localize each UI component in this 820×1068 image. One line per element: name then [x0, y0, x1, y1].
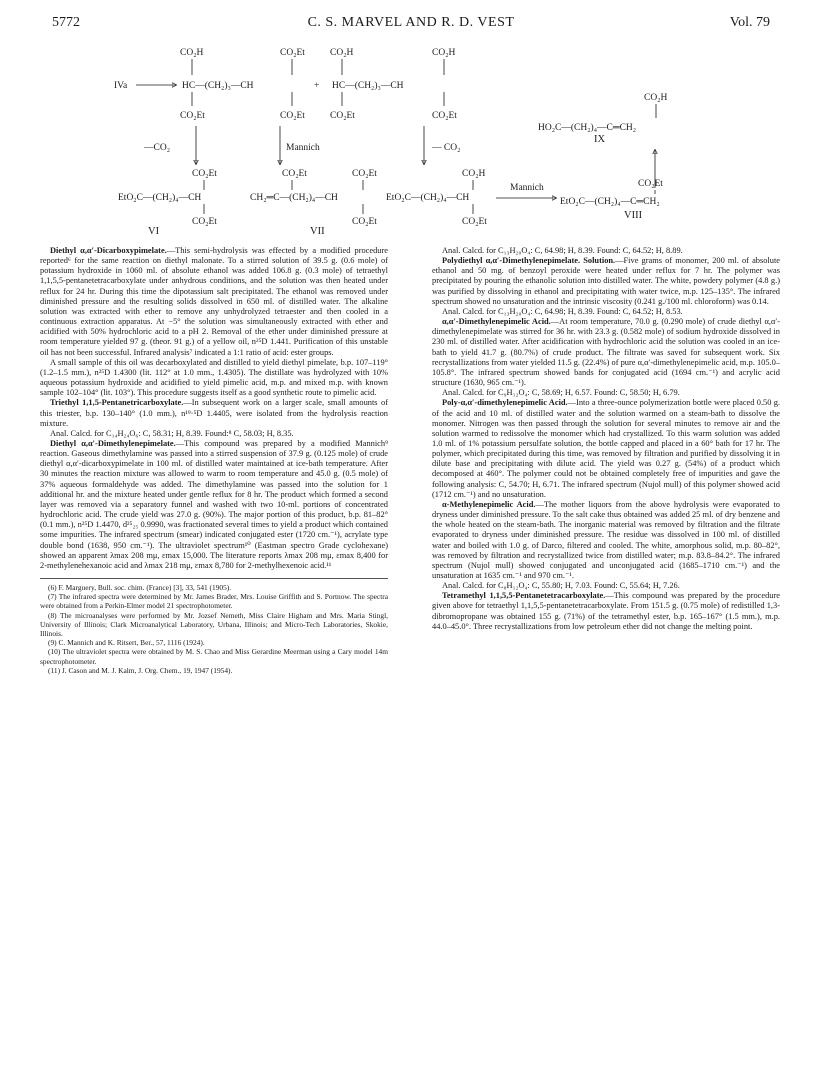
- scheme-plus-sign: +: [314, 81, 320, 91]
- footnote: (7) The infrared spectra were determined by Mr. James Brader, Mrs. Louise Griffith and S. Portnow. The spectra were obtained from a Perkin-Elmer model 21 spectrophotometer.: [40, 592, 388, 611]
- right-paragraph: [432, 591, 780, 632]
- reaction-scheme: [52, 38, 782, 236]
- paragraph-text: A small sample of this oil was decarboxylated and distilled to yield diethyl pimelate, b.p. 107–119° (1.2–1.5 mm.), n²⁵D 1.4300 (lit. 112° at 1.0 mm., 1.4305). The distillate was hydrolyzed with 10% aqueous potassium hydroxide and acidified to yield pimelic acid, m.p. and mixed m.p. with known sample 102–104° (lit. 103°). This procedure suggests itself as a good synthetic route to pimelic acid.: [40, 357, 388, 398]
- scheme-viii-main: EtO₂C—(CH₂)₄—C═CH₂: [560, 197, 660, 207]
- paragraph-text: —At room temperature, 70.0 g. (0.290 mole) of crude diethyl α,α′-dimethylenepimelate was stirred for 36 hr. with 23.3 g. (0.582 mole) of sodium hydroxide dissolved in 230 ml. of distilled water. After acidification with hydrochloric acid the solution was cooled in an ice-bath to yield 41.7 g. (80.7%) of crude product. The filtrate was saved for subsequent work. Six recrystallizations from water yielded 11.5 g. (22.4%) of pure α,α′-dimethylenepimelic acid, m.p. 105.0–105.8°. The infrared spectrum showed bands for conjugated acid (1694 cm.⁻¹) and acrylic acid structure (1630, 965 cm.⁻¹).: [432, 317, 781, 388]
- paragraph-text: —This compound was prepared by the procedure given above for tetraethyl 1,1,5,5-pentanetetracarboxylate. From 151.5 g. (0.75 mole) of redistilled 1,3-dibromopropane was obtained 155 g. (71%) of the tetramethyl ester, b.p. 165–167° (1.5 mm.), m.p. 44.0–45.0°. Three recrystallizations from low petroleum ether did not change the melting point.: [432, 591, 780, 631]
- left-paragraph: [40, 398, 388, 428]
- paragraph-text: —Into a three-ounce polymerization bottle were placed 0.50 g. of the acid and 10 ml. of distilled water and the solution warmed on a steam-bath to dissolve the monomer. Nitrogen was then passed through the solution for several minutes to remove air and the solution warmed to redissolve the monomer which had crystallized. To this warm solution was added 1.0 ml. of 1% potassium persulfate solution, the bottle capped and placed in a 60° bath for 17 hr. The polymer, which precipitated during this time, was removed by filtration and purified by dissolving it in dilute base and precipitating with dilute acid. The yield was 0.27 g. (54%) of a product which decomposed at 460°. The polymer could not be obtained completely free of impurities and gave the following analysis: C, 54.70; H, 6.71. The infrared spectrum (Nujol mull) of this polymer showed acid (1712 cm.⁻¹) and no unsaturation.: [432, 398, 780, 499]
- footnote: (11) J. Cason and M. J. Kalm, J. Org. Chem., 19, 1947 (1954).: [48, 665, 233, 675]
- scheme-vii-up2: CO₂Et: [352, 169, 377, 179]
- scheme-vi-label: VI: [148, 226, 160, 236]
- scheme-vi-down: CO₂Et: [192, 217, 217, 227]
- scheme-top-b-down2: CO₂Et: [432, 111, 457, 121]
- paragraph-text: Anal. Calcd. for C₁₃H₂₀O₄: C, 64.98; H, 8.39. Found: C, 64.52; H, 8.53.: [442, 306, 683, 316]
- paragraph-text: —This compound was prepared by a modified Mannich⁹ reaction. Gaseous dimethylamine was passed into a stirred suspension of 37.9 g. (0.125 mole) of crude diethyl α,α′-dicarboxypimelate in 100 ml. of distilled water maintained at ice-bath temperature. After 30 minutes the reaction mixture was allowed to warm to room temperature and 45.0 g. (0.5 mole) of 37% aqueous formaldehyde was added. The dimethylamine was passed into the solution for 1 additional hr. and the mixture heated under gentle reflux for 8 hr. The product which formed a second layer was removed via a separatory funnel and washed with two 10-ml. portions of concentrated hydrochloric acid. The crude yield was 27.0 g. (90%). The major portion of this product, b.p. 81–82° (0.1 mm.), n²⁵D 1.4470, d²⁵₂₅ 0.9990, was fractionated several times to yield a product which contained some impurities. The infrared spectrum (smear) indicated conjugated ester (1720 cm.⁻¹), acrylate type double bond (1638, 950 cm.⁻¹). The ultraviolet spectrum¹⁰ (Eastman spectro Grade cyclohexane) showed an apparent λmax 208 mμ, εmax 15,000. The literature reports λmax 208 mμ, εmax 8,400 for 2-methylenehexanoic acid and λmax 218 mμ, εmax 8,780 for 2-methylhexenoic acid.¹¹: [40, 438, 388, 570]
- left-paragraph: [40, 246, 388, 358]
- paragraph-text: Anal. Calcd. for C₁₄H₂₄O₆: C, 58.31; H, 8.39. Found:⁸ C, 58.03; H, 8.35.: [50, 428, 294, 438]
- right-paragraph: [432, 388, 780, 398]
- right-paragraph: [432, 500, 780, 581]
- scheme-top-b-main: HC—(CH₂)₃—CH: [332, 81, 404, 91]
- footnote: (9) C. Mannich and K. Ritsert, Ber., 57, 1116 (1924).: [48, 638, 205, 648]
- section-heading: Tetramethyl 1,1,5,5-Pentanetetracarboxylate.: [442, 591, 606, 601]
- scheme-vi-up: CO₂Et: [192, 169, 217, 179]
- section-heading: Diethyl α,α′-Dicarboxypimelate.: [50, 246, 167, 255]
- scheme-vii-up1: CO₂Et: [282, 169, 307, 179]
- scheme-c3-main: EtO₂C—(CH₂)₄—CH: [386, 193, 470, 203]
- footnotes: [40, 578, 388, 675]
- scheme-top-b-up1: CO₂H: [330, 48, 354, 58]
- right-paragraph: [432, 307, 780, 317]
- scheme-ix-up: CO₂H: [644, 93, 668, 103]
- right-paragraph: [432, 317, 780, 388]
- scheme-start-label: IVa: [114, 81, 128, 91]
- scheme-vii-label: VII: [310, 226, 325, 236]
- scheme-top-b-down1: CO₂Et: [330, 111, 355, 121]
- right-column: [432, 246, 780, 632]
- left-paragraph: [40, 429, 388, 439]
- footnote: (8) The microanalyses were performed by Mr. Jozsef Nemeth, Miss Claire Higham and Mrs. Maria Stingl, University of Illinois; Clark Microanalytical Laboratory, Urbana, Illinois; and Micro-Tech Laboratories, Skokie, Illinois.: [40, 610, 388, 639]
- paragraph-text: —This semi-hydrolysis was effected by a modified procedure reported⁶ for the same reaction on diethyl malonate. To a stirred solution of 39.5 g. (0.6 mole) of potassium hydroxide in 1060 ml. of absolute ethanol was added 106.8 g. (0.3 mole) of tetraethyl 1,1,5,5-pentanetetracarboxylate under anhydrous conditions, and the solution was then heated under reflux for 24 hr. During this time the dipotassium salt precipitated. The ethanol was removed under diminished pressure and the resulting solids dissolved in 650 ml. of distilled water. The alkaline solution was extracted with ether to remove any unhydrolyzed tetraester and then cooled in a continuous extraction apparatus. At −5° the solution was simultaneously extracted with ether and acidified with 50% hydrochloric acid to a pH 2. Removal of the ether under diminished pressure at room temperature yielded 97 g. (theor. 91 g.) of a yellow oil, n²⁵D 1.441. Purification of this unstable oil has not been successful. Infrared analysis⁷ indicated a 1:1 ratio of acid: ester groups.: [40, 246, 388, 357]
- right-paragraph: [432, 581, 780, 591]
- scheme-c3-up: CO₂H: [462, 169, 486, 179]
- section-heading: α-Methylenepimelic Acid.: [442, 499, 536, 509]
- scheme-top-a-main: HC—(CH₂)₃—CH: [182, 81, 254, 91]
- scheme-top-a-up1: CO₂H: [180, 48, 204, 58]
- scheme-viii-up: CO₂Et: [638, 179, 663, 189]
- right-paragraph: [432, 246, 780, 256]
- scheme-top-a-down2: CO₂Et: [280, 111, 305, 121]
- section-heading: Diethyl α,α′-Dimethylenepimelate.: [50, 438, 176, 448]
- section-heading: Poly-α,α′-dimethylenepimelic Acid.: [442, 398, 568, 408]
- scheme-top-b-up2: CO₂H: [432, 48, 456, 58]
- paragraph-text: Anal. Calcd. for C₉H₁₂O₄: C, 58.69; H, 6.57. Found: C, 58.50; H, 6.79.: [442, 388, 680, 398]
- scheme-vi-main: EtO₂C—(CH₂)₄—CH: [118, 193, 202, 203]
- scheme-c3-down: CO₂Et: [462, 217, 487, 227]
- scheme-vii-main: CH₂═C—(CH₂)₄—CH: [250, 193, 338, 203]
- paragraph-text: Anal. Calcd. for C₁₃H₂₀O₄: C, 64.98; H, 8.39. Found: C, 64.52; H, 8.89.: [442, 246, 683, 255]
- scheme-top-a-down1: CO₂Et: [180, 111, 205, 121]
- scheme-mannich-label: Mannich: [510, 183, 544, 193]
- scheme-top-a-up2: CO₂Et: [280, 48, 305, 58]
- section-heading: α,α′-Dimethylenepimelic Acid.: [442, 317, 551, 327]
- paragraph-text: —In subsequent work on a larger scale, small amounts of this triester, b.p. 130–140° (1.0 mm.), n¹⁹·⁵D 1.4405, were isolated from the hydrolysis reaction mixture.: [40, 398, 388, 428]
- running-authors: C. S. MARVEL AND R. D. VEST: [307, 15, 515, 30]
- scheme-arrow-left-label: —CO₂: [144, 143, 171, 153]
- footnote: (6) F. Marguery, Bull. soc. chim. (France) [3], 33, 541 (1905).: [48, 583, 232, 592]
- volume-label: Vol. 79: [729, 15, 770, 30]
- scheme-arrow-mid-label: Mannich: [286, 143, 320, 153]
- scheme-vii-down: CO₂Et: [352, 217, 377, 227]
- scheme-arrow-right-label: — CO₂: [432, 143, 461, 153]
- footnote: (10) The ultraviolet spectra were obtained by M. S. Chao and Miss Gerardine Meerman using a Cary model 14m spectrophotometer.: [40, 647, 388, 666]
- scheme-viii-label: VIII: [624, 210, 643, 221]
- paragraph-text: —The mother liquors from the above hydrolysis were evaporated to dryness under diminished pressure. To the salt cake thus obtained was added 25 ml. of dry benzene and the whole heated on the steam-bath. The inorganic material was removed by filtration and the filtrate evaporated to dryness under diminished pressure. The residue was dissolved in 100 ml. of distilled water and boiled with 1.0 g. of Darco, filtered and cooled. The white, amorphous solid, m.p. 80–82°, was removed by filtration and recrystallized twice from distilled water; m.p. 83.8–84.2°. The infrared spectrum (Nujol mull) showed conjugated and unconjugated acid (1685–1710 cm.⁻¹) and the unsaturation at 1635 cm.⁻¹ and 970 cm.⁻¹.: [432, 499, 780, 580]
- scheme-ix-label: IX: [594, 134, 606, 145]
- page-header: [52, 15, 770, 35]
- scheme-ix-main: HO₂C—(CH₂)₄—C═CH₂: [538, 123, 637, 133]
- right-paragraph: [432, 398, 780, 500]
- left-paragraph: [40, 358, 388, 399]
- right-paragraph: [432, 256, 780, 307]
- left-paragraph: [40, 439, 388, 571]
- paragraph-text: Anal. Calcd. for C₈H₁₂O₄: C, 55.80; H, 7.03. Found: C, 55.64; H, 7.26.: [442, 581, 680, 591]
- paragraph-text: —Five grams of monomer, 200 ml. of absolute ethanol and 50 mg. of benzoyl peroxide were heated under reflux for 7 hr. The polymer was precipitated by pouring the ethanolic solution into distilled water. The white, powdery polymer (4.8 g.) was purified by dissolving in ethanol and precipitating with water twice, m.p. 125–135°. The infrared spectrum showed no unsaturation and the intrinsic viscosity (0.241 g./100 ml. chloroform) was 0.14.: [432, 256, 780, 306]
- section-heading: Polydiethyl α,α′-Dimethylenepimelate. Solution.: [442, 256, 616, 266]
- page-number: 5772: [52, 15, 80, 30]
- section-heading: Triethyl 1,1,5-Pentanetricarboxylate.: [50, 398, 184, 408]
- left-column: [40, 246, 388, 675]
